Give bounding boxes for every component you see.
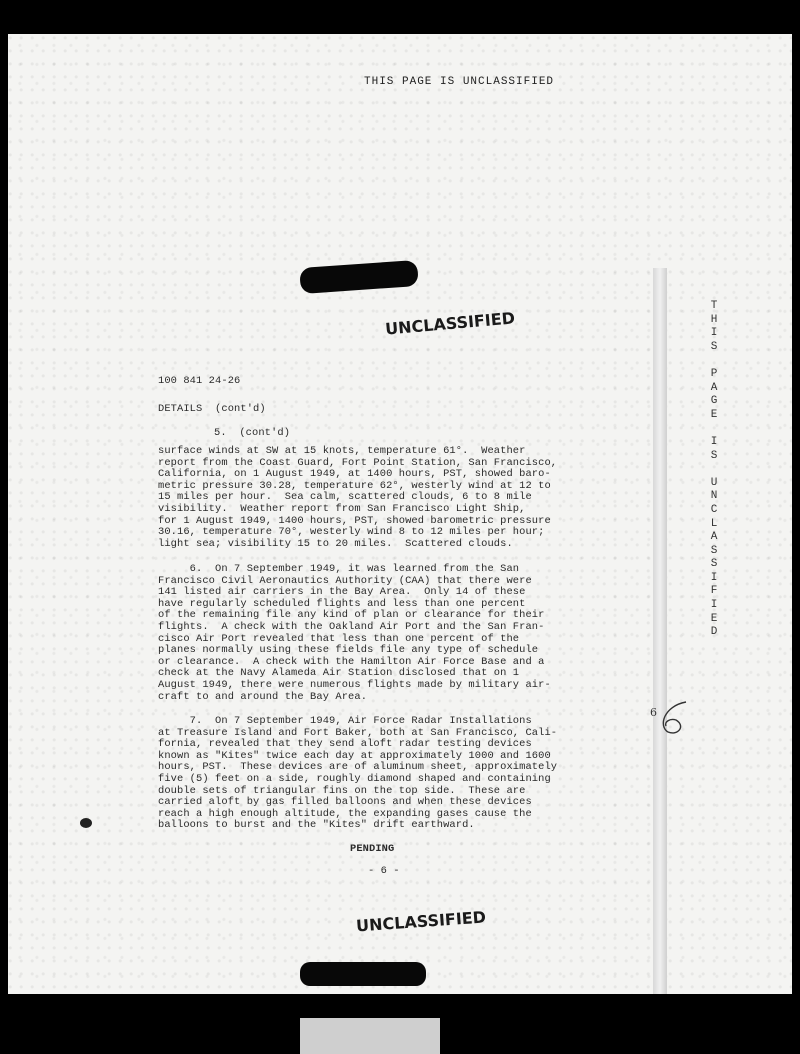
p5-line: report from the Coast Guard, Fort Point Station, San Francisco,	[158, 456, 558, 469]
p5-line: light sea; visibility 15 to 20 miles. Scattered clouds.	[158, 537, 513, 550]
side-banner-letter	[702, 422, 726, 436]
p6-line: flights. A check with the Oakland Air Port and the San Fran-	[158, 620, 545, 633]
side-banner-letter: I	[710, 435, 718, 448]
paragraph-7	[158, 716, 557, 832]
p7-line: at Treasure Island and Fort Baker, both at San Francisco, Cali-	[158, 726, 558, 739]
p7-line: hours, PST. These devices are of aluminum sheet, approximately	[158, 761, 558, 774]
p6-line: 141 listed air carriers in the Bay Area. Only 14 of these	[158, 586, 526, 599]
handwritten-mark-text: 6	[650, 706, 657, 719]
details-heading: DETAILS (cont'd)	[158, 403, 266, 415]
side-banner-letter: T	[710, 300, 718, 312]
p7-line: double sets of triangular fins on the top side. These are	[158, 784, 526, 797]
side-banner-letter: G	[710, 395, 718, 408]
paragraph-5-heading: 5. (cont'd)	[214, 427, 291, 439]
next-page-edge	[300, 1018, 440, 1054]
p7-line: reach a high enough altitude, the expanding gases cause the	[158, 807, 532, 820]
handwritten-mark	[646, 696, 702, 740]
p7-line: carried aloft by gas filled balloons and when these devices	[158, 796, 532, 809]
p6-line: check at the Navy Alameda Air Station disclosed that on 1	[158, 667, 520, 680]
p7-line: five (5) feet on a side, roughly diamond shaped and containing	[158, 772, 551, 785]
side-banner-letter: U	[710, 476, 718, 489]
side-banner-letter: S	[710, 449, 718, 462]
pending-label: PENDING	[350, 843, 395, 855]
p7-line: balloons to burst and the "Kites" drift earthward.	[158, 819, 475, 832]
p5-line: metric pressure 30.28, temperature 62°, westerly wind at 12 to	[158, 479, 551, 492]
p6-line: craft to and around the Bay Area.	[158, 690, 368, 703]
p6-line: planes normally using these fields file any type of schedule	[158, 644, 539, 657]
scan-top-border	[0, 0, 800, 34]
p5-line: for 1 August 1949, 1400 hours, PST, showed barometric pressure	[158, 514, 551, 527]
paragraph-6	[158, 564, 551, 703]
p6-line: cisco Air Port revealed that less than one percent of the	[158, 632, 520, 645]
p6-line: Francisco Civil Aeronautics Authority (CAA) that there were	[158, 574, 532, 587]
p5-line: visibility. Weather report from San Francisco Light Ship,	[158, 502, 526, 515]
side-classification-banner	[702, 300, 726, 640]
p7-line: 7. On 7 September 1949, Air Force Radar Installations	[158, 715, 532, 727]
side-banner-letter: S	[710, 544, 718, 557]
classification-stamp-top: UNCLASSIFIED	[384, 308, 516, 339]
p6-line: or clearance. A check with the Hamilton Air Force Base and a	[158, 655, 545, 668]
p6-line: have regularly scheduled flights and less than one percent	[158, 597, 526, 610]
side-banner-letter: E	[710, 408, 718, 421]
punch-hole-mark	[80, 818, 92, 828]
classification-stamp-bottom: UNCLASSIFIED	[355, 907, 487, 936]
side-banner-letter: I	[710, 571, 718, 584]
side-banner-letter: C	[710, 503, 718, 516]
side-banner-letter: P	[710, 367, 718, 380]
side-banner-letter: H	[710, 313, 718, 326]
file-number: 100 841 24-26	[158, 375, 241, 387]
paragraph-5	[158, 446, 557, 550]
side-banner-letter: I	[710, 599, 718, 612]
page-side-strip	[653, 268, 667, 994]
p5-line: 15 miles per hour. Sea calm, scattered clouds, 6 to 8 mile	[158, 491, 532, 504]
side-banner-letter	[702, 463, 726, 477]
p5-line: surface winds at SW at 15 knots, temperature 61°. Weather	[158, 445, 526, 457]
p7-line: known as "Kites" twice each day at approximately 1000 and 1600	[158, 749, 551, 762]
p7-line: fornia, revealed that they send aloft radar testing devices	[158, 738, 532, 751]
side-banner-letter: L	[710, 517, 718, 530]
page-classification-banner: THIS PAGE IS UNCLASSIFIED	[364, 76, 555, 88]
side-banner-letter: A	[710, 531, 718, 544]
side-banner-letter: I	[710, 327, 718, 340]
redaction-bar-bottom	[300, 962, 426, 986]
p6-line: 6. On 7 September 1949, it was learned from the San	[158, 563, 520, 575]
p6-line: of the remaining file any kind of plan or clearance for their	[158, 609, 545, 622]
side-banner-letter: D	[710, 626, 718, 639]
side-banner-letter: E	[710, 612, 718, 625]
side-banner-letter: N	[710, 490, 718, 503]
p5-line: California, on 1 August 1949, at 1400 hours, PST, showed baro-	[158, 468, 551, 481]
p6-line: August 1949, there were numerous flights made by military air-	[158, 678, 551, 691]
side-banner-letter: A	[710, 381, 718, 394]
page-number: - 6 -	[368, 865, 400, 877]
p5-line: 30.16, temperature 70°, westerly wind 8 to 12 miles per hour;	[158, 526, 545, 539]
side-banner-letter: S	[710, 558, 718, 571]
side-banner-letter: S	[710, 340, 718, 353]
side-banner-letter: F	[710, 585, 718, 598]
side-banner-letter	[702, 354, 726, 368]
